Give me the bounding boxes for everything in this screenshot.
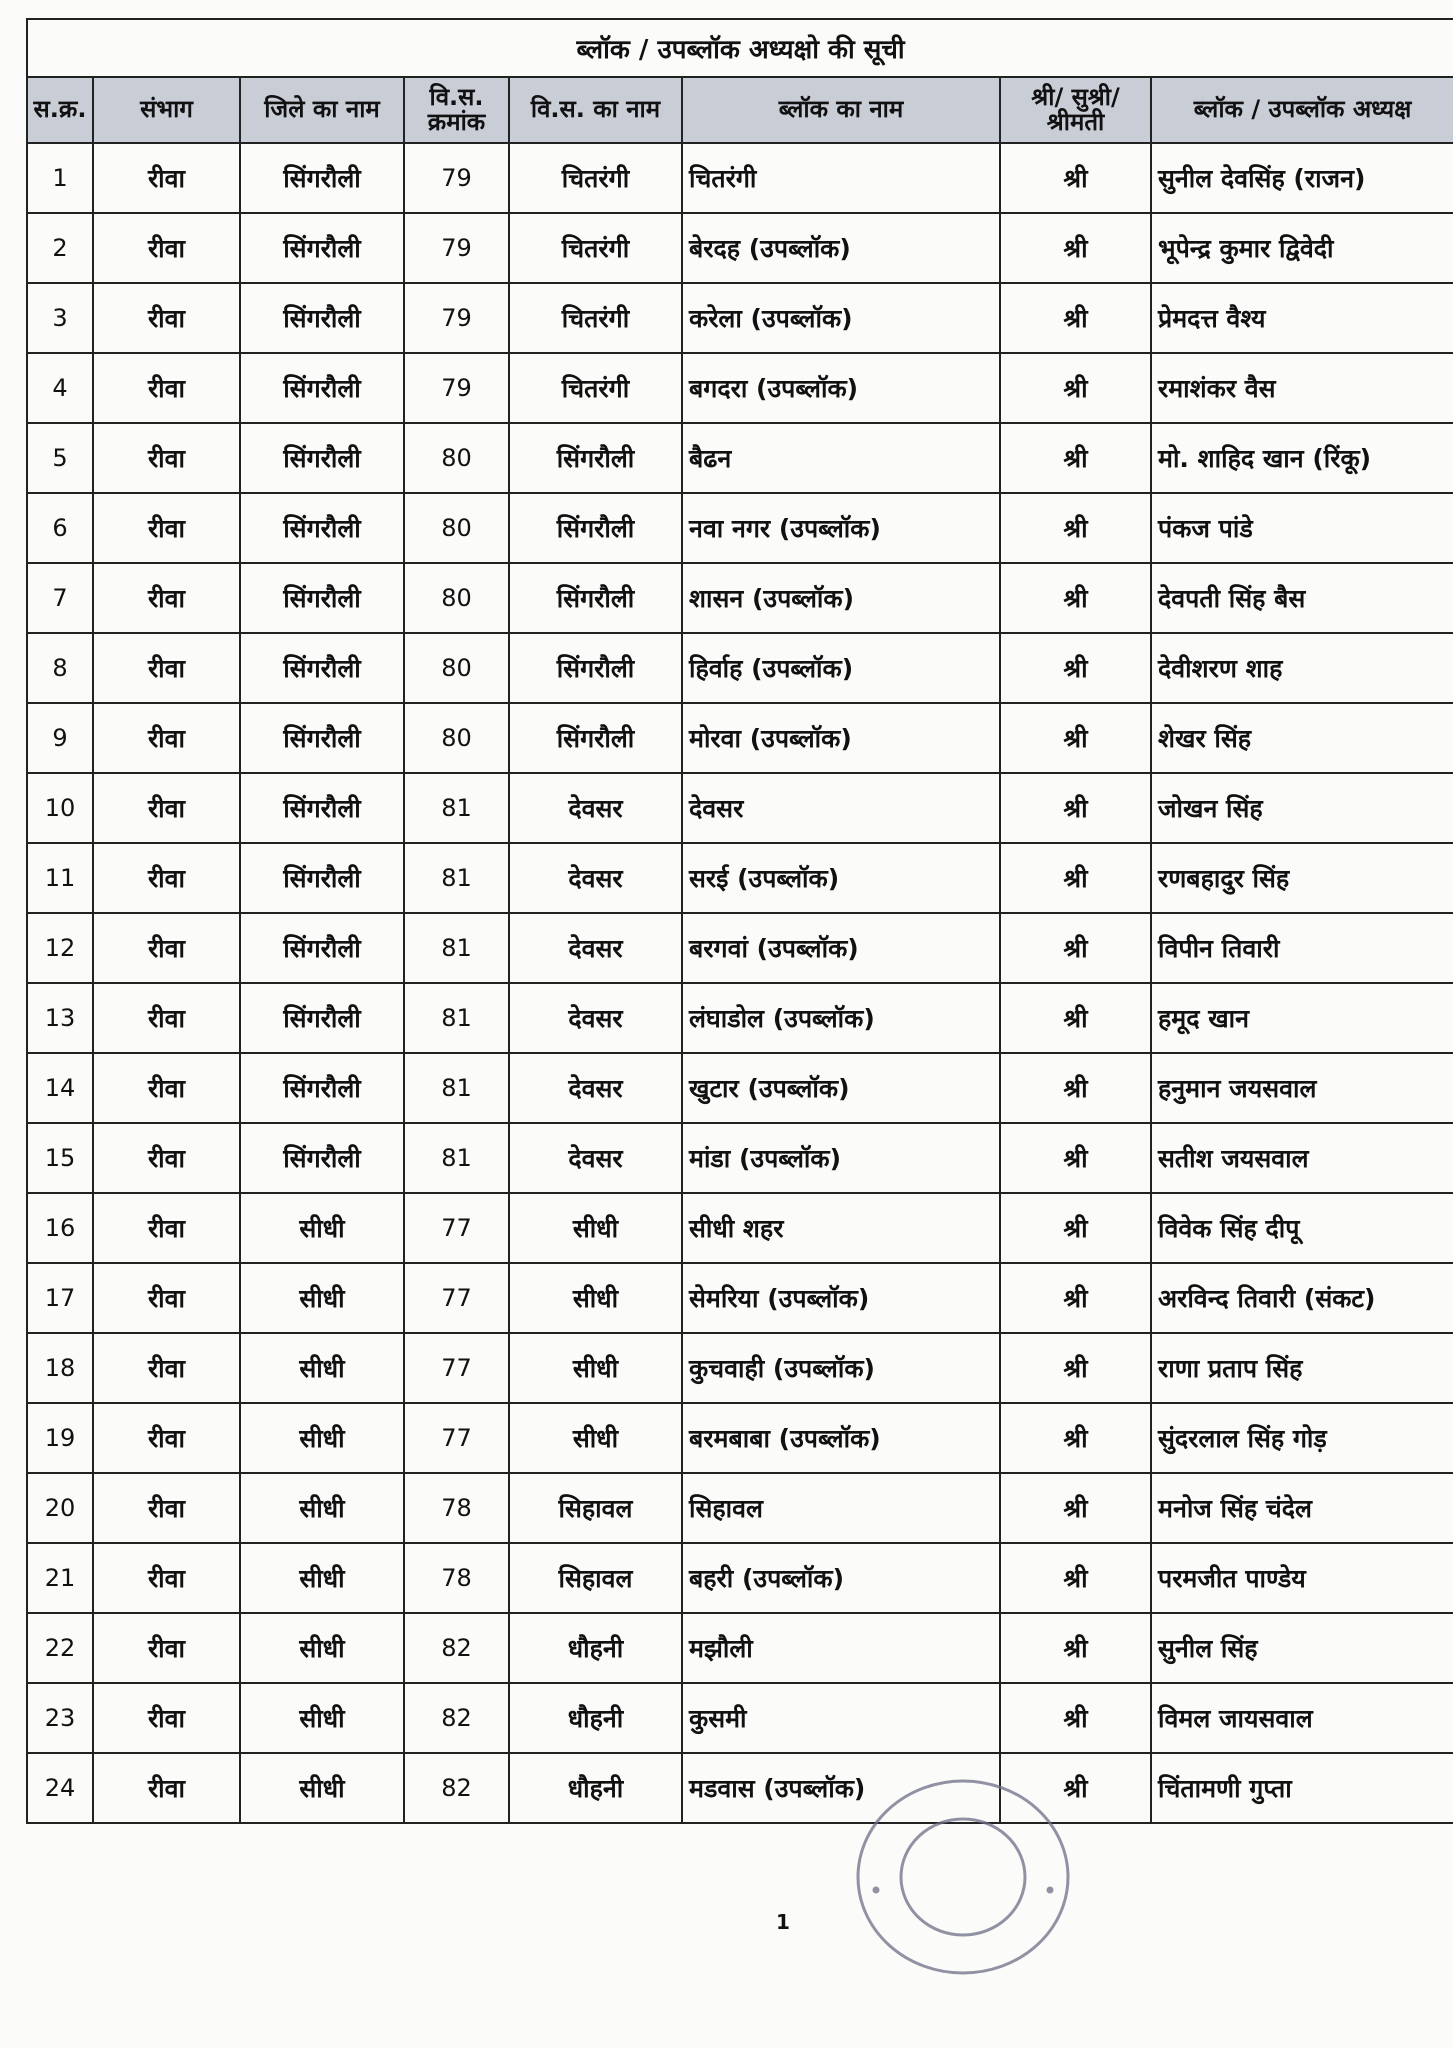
table-row: [27, 213, 1453, 283]
cell-block-president: देवपती सिंह बैस: [1151, 563, 1453, 633]
cell-assembly-name: देवसर: [509, 1123, 682, 1193]
cell-assembly-number: 79: [404, 213, 509, 283]
cell-serial-number: 16: [27, 1193, 93, 1263]
cell-assembly-number: 80: [404, 423, 509, 493]
cell-assembly-name: धौहनी: [509, 1683, 682, 1753]
party-seal-stamp: [848, 1772, 1078, 1982]
cell-serial-number: 20: [27, 1473, 93, 1543]
cell-assembly-number: 80: [404, 633, 509, 703]
cell-district-name: सीधी: [240, 1403, 404, 1473]
cell-assembly-name: सिंगरौली: [509, 703, 682, 773]
cell-assembly-name: देवसर: [509, 983, 682, 1053]
table-row: [27, 773, 1453, 843]
cell-division: रीवा: [93, 1683, 240, 1753]
cell-honorific: श्री: [1000, 1543, 1151, 1613]
cell-block-name: मझौली: [682, 1613, 1000, 1683]
column-header-assembly-name: वि.स. का नाम: [509, 77, 682, 143]
cell-district-name: सिंगरौली: [240, 703, 404, 773]
cell-division: रीवा: [93, 1053, 240, 1123]
cell-assembly-name: सिहावल: [509, 1543, 682, 1613]
cell-block-name: कुचवाही (उपब्लॉक): [682, 1333, 1000, 1403]
cell-block-name: करेला (उपब्लॉक): [682, 283, 1000, 353]
cell-division: रीवा: [93, 563, 240, 633]
cell-assembly-name: धौहनी: [509, 1753, 682, 1823]
cell-assembly-number: 81: [404, 1123, 509, 1193]
cell-assembly-name: सीधी: [509, 1193, 682, 1263]
table-row: [27, 983, 1453, 1053]
cell-district-name: सिंगरौली: [240, 493, 404, 563]
cell-district-name: सीधी: [240, 1473, 404, 1543]
cell-assembly-name: चितरंगी: [509, 353, 682, 423]
cell-assembly-number: 80: [404, 563, 509, 633]
cell-honorific: श्री: [1000, 563, 1151, 633]
cell-block-name: सीधी शहर: [682, 1193, 1000, 1263]
cell-serial-number: 22: [27, 1613, 93, 1683]
cell-serial-number: 12: [27, 913, 93, 983]
cell-block-president: देवीशरण शाह: [1151, 633, 1453, 703]
cell-serial-number: 10: [27, 773, 93, 843]
cell-division: रीवा: [93, 423, 240, 493]
cell-honorific: श्री: [1000, 1193, 1151, 1263]
cell-honorific: श्री: [1000, 1613, 1151, 1683]
cell-assembly-number: 77: [404, 1263, 509, 1333]
cell-honorific: श्री: [1000, 353, 1151, 423]
cell-division: रीवा: [93, 1543, 240, 1613]
table-row: [27, 493, 1453, 563]
cell-block-president: चिंतामणी गुप्ता: [1151, 1753, 1453, 1823]
table-row: [27, 913, 1453, 983]
column-header-district-name: जिले का नाम: [240, 77, 404, 143]
cell-assembly-name: चितरंगी: [509, 213, 682, 283]
cell-block-president: जोखन सिंह: [1151, 773, 1453, 843]
cell-honorific: श्री: [1000, 983, 1151, 1053]
cell-division: रीवा: [93, 633, 240, 703]
cell-assembly-number: 81: [404, 913, 509, 983]
cell-district-name: सीधी: [240, 1333, 404, 1403]
cell-block-president: अरविन्द तिवारी (संकट): [1151, 1263, 1453, 1333]
cell-division: रीवा: [93, 353, 240, 423]
cell-honorific: श्री: [1000, 283, 1151, 353]
cell-block-president: भूपेन्द्र कुमार द्विवेदी: [1151, 213, 1453, 283]
cell-serial-number: 5: [27, 423, 93, 493]
cell-block-name: बैढन: [682, 423, 1000, 493]
cell-block-name: मांडा (उपब्लॉक): [682, 1123, 1000, 1193]
cell-honorific: श्री: [1000, 213, 1151, 283]
document-title: ब्लॉक / उपब्लॉक अध्यक्षो की सूची: [27, 19, 1453, 77]
cell-assembly-name: देवसर: [509, 913, 682, 983]
cell-block-president: सुंदरलाल सिंह गोड़: [1151, 1403, 1453, 1473]
cell-honorific: श्री: [1000, 493, 1151, 563]
table-header-row: [27, 77, 1453, 143]
table-row: [27, 353, 1453, 423]
table-row: [27, 1193, 1453, 1263]
table-row: [27, 1753, 1453, 1823]
cell-block-name: कुसमी: [682, 1683, 1000, 1753]
cell-assembly-name: देवसर: [509, 1053, 682, 1123]
cell-assembly-number: 82: [404, 1683, 509, 1753]
cell-assembly-number: 81: [404, 843, 509, 913]
cell-district-name: सीधी: [240, 1543, 404, 1613]
cell-block-name: हिर्वाह (उपब्लॉक): [682, 633, 1000, 703]
table-body: [27, 143, 1453, 1823]
cell-block-president: सुनील सिंह: [1151, 1613, 1453, 1683]
cell-district-name: सिंगरौली: [240, 633, 404, 703]
cell-serial-number: 11: [27, 843, 93, 913]
cell-serial-number: 15: [27, 1123, 93, 1193]
cell-assembly-number: 81: [404, 983, 509, 1053]
cell-serial-number: 14: [27, 1053, 93, 1123]
table-row: [27, 1473, 1453, 1543]
cell-district-name: सिंगरौली: [240, 1053, 404, 1123]
cell-division: रीवा: [93, 1613, 240, 1683]
cell-block-name: मडवास (उपब्लॉक): [682, 1753, 1000, 1823]
cell-division: रीवा: [93, 1123, 240, 1193]
table-row: [27, 283, 1453, 353]
cell-block-president: राणा प्रताप सिंह: [1151, 1333, 1453, 1403]
cell-serial-number: 6: [27, 493, 93, 563]
cell-division: रीवा: [93, 1333, 240, 1403]
block-president-list-sheet: [26, 18, 1453, 1824]
cell-block-name: नवा नगर (उपब्लॉक): [682, 493, 1000, 563]
cell-block-president: विमल जायसवाल: [1151, 1683, 1453, 1753]
cell-division: रीवा: [93, 703, 240, 773]
cell-block-name: सरई (उपब्लॉक): [682, 843, 1000, 913]
cell-division: रीवा: [93, 283, 240, 353]
cell-assembly-number: 77: [404, 1403, 509, 1473]
cell-assembly-number: 78: [404, 1543, 509, 1613]
cell-block-president: रमाशंकर वैस: [1151, 353, 1453, 423]
cell-division: रीवा: [93, 493, 240, 563]
cell-block-president: विपीन तिवारी: [1151, 913, 1453, 983]
table-row: [27, 1543, 1453, 1613]
cell-block-president: हनुमान जयसवाल: [1151, 1053, 1453, 1123]
column-header-division: संभाग: [93, 77, 240, 143]
cell-block-president: सुनील देवसिंह (राजन): [1151, 143, 1453, 213]
cell-assembly-number: 80: [404, 703, 509, 773]
cell-assembly-name: सीधी: [509, 1403, 682, 1473]
cell-serial-number: 21: [27, 1543, 93, 1613]
cell-assembly-number: 79: [404, 353, 509, 423]
cell-honorific: श्री: [1000, 703, 1151, 773]
cell-division: रीवा: [93, 1403, 240, 1473]
cell-block-name: शासन (उपब्लॉक): [682, 563, 1000, 633]
cell-honorific: श्री: [1000, 913, 1151, 983]
cell-block-president: हमूद खान: [1151, 983, 1453, 1053]
column-header-block-president: ब्लॉक / उपब्लॉक अध्यक्ष: [1151, 77, 1453, 143]
cell-division: रीवा: [93, 913, 240, 983]
cell-division: रीवा: [93, 1473, 240, 1543]
cell-block-name: लंघाडोल (उपब्लॉक): [682, 983, 1000, 1053]
cell-district-name: सीधी: [240, 1263, 404, 1333]
cell-honorific: श्री: [1000, 1683, 1151, 1753]
table-row: [27, 563, 1453, 633]
cell-assembly-number: 80: [404, 493, 509, 563]
cell-block-president: मो. शाहिद खान (रिंकू): [1151, 423, 1453, 493]
table-row: [27, 143, 1453, 213]
table-row: [27, 1613, 1453, 1683]
cell-block-name: बरमबाबा (उपब्लॉक): [682, 1403, 1000, 1473]
cell-honorific: श्री: [1000, 1263, 1151, 1333]
table-row: [27, 1123, 1453, 1193]
cell-assembly-number: 79: [404, 143, 509, 213]
cell-assembly-number: 81: [404, 773, 509, 843]
cell-assembly-name: सिहावल: [509, 1473, 682, 1543]
cell-assembly-number: 77: [404, 1193, 509, 1263]
cell-assembly-name: धौहनी: [509, 1613, 682, 1683]
table-row: [27, 1683, 1453, 1753]
cell-serial-number: 4: [27, 353, 93, 423]
column-header-block-name: ब्लॉक का नाम: [682, 77, 1000, 143]
cell-division: रीवा: [93, 213, 240, 283]
table-row: [27, 633, 1453, 703]
cell-block-president: प्रेमदत्त वैश्य: [1151, 283, 1453, 353]
cell-assembly-name: सीधी: [509, 1263, 682, 1333]
cell-district-name: सिंगरौली: [240, 213, 404, 283]
cell-block-name: सेमरिया (उपब्लॉक): [682, 1263, 1000, 1333]
cell-block-name: बगदरा (उपब्लॉक): [682, 353, 1000, 423]
cell-assembly-number: 82: [404, 1613, 509, 1683]
cell-district-name: सिंगरौली: [240, 353, 404, 423]
cell-assembly-number: 82: [404, 1753, 509, 1823]
cell-serial-number: 17: [27, 1263, 93, 1333]
cell-division: रीवा: [93, 143, 240, 213]
cell-serial-number: 1: [27, 143, 93, 213]
cell-district-name: सिंगरौली: [240, 283, 404, 353]
cell-district-name: सिंगरौली: [240, 423, 404, 493]
column-header-honorific: श्री/ सुश्री/ श्रीमती: [1000, 77, 1151, 143]
cell-assembly-name: सिंगरौली: [509, 633, 682, 703]
cell-block-president: रणबहादुर सिंह: [1151, 843, 1453, 913]
cell-block-name: मोरवा (उपब्लॉक): [682, 703, 1000, 773]
table-row: [27, 1263, 1453, 1333]
cell-block-president: परमजीत पाण्डेय: [1151, 1543, 1453, 1613]
cell-honorific: श्री: [1000, 1753, 1151, 1823]
cell-serial-number: 3: [27, 283, 93, 353]
cell-district-name: सीधी: [240, 1753, 404, 1823]
cell-honorific: श्री: [1000, 143, 1151, 213]
block-president-table: [26, 18, 1453, 1824]
cell-assembly-name: देवसर: [509, 843, 682, 913]
cell-division: रीवा: [93, 983, 240, 1053]
cell-block-name: बरगवां (उपब्लॉक): [682, 913, 1000, 983]
cell-serial-number: 23: [27, 1683, 93, 1753]
cell-serial-number: 2: [27, 213, 93, 283]
column-header-assembly-number: वि.स. क्रमांक: [404, 77, 509, 143]
cell-block-president: विवेक सिंह दीपू: [1151, 1193, 1453, 1263]
cell-honorific: श्री: [1000, 1403, 1151, 1473]
cell-block-president: शेखर सिंह: [1151, 703, 1453, 773]
cell-assembly-name: सीधी: [509, 1333, 682, 1403]
cell-honorific: श्री: [1000, 423, 1151, 493]
cell-block-president: सतीश जयसवाल: [1151, 1123, 1453, 1193]
cell-serial-number: 19: [27, 1403, 93, 1473]
cell-serial-number: 8: [27, 633, 93, 703]
cell-district-name: सिंगरौली: [240, 913, 404, 983]
cell-block-name: सिहावल: [682, 1473, 1000, 1543]
table-row: [27, 1333, 1453, 1403]
cell-assembly-name: सिंगरौली: [509, 563, 682, 633]
cell-honorific: श्री: [1000, 773, 1151, 843]
cell-serial-number: 13: [27, 983, 93, 1053]
cell-district-name: सिंगरौली: [240, 983, 404, 1053]
cell-block-name: चितरंगी: [682, 143, 1000, 213]
cell-assembly-name: सिंगरौली: [509, 493, 682, 563]
table-row: [27, 1053, 1453, 1123]
cell-serial-number: 7: [27, 563, 93, 633]
cell-block-name: बेरदह (उपब्लॉक): [682, 213, 1000, 283]
cell-block-name: देवसर: [682, 773, 1000, 843]
cell-district-name: सीधी: [240, 1613, 404, 1683]
cell-honorific: श्री: [1000, 843, 1151, 913]
cell-division: रीवा: [93, 1263, 240, 1333]
cell-assembly-name: देवसर: [509, 773, 682, 843]
cell-block-name: बहरी (उपब्लॉक): [682, 1543, 1000, 1613]
cell-serial-number: 9: [27, 703, 93, 773]
cell-division: रीवा: [93, 773, 240, 843]
cell-district-name: सीधी: [240, 1683, 404, 1753]
cell-division: रीवा: [93, 1753, 240, 1823]
cell-district-name: सीधी: [240, 1193, 404, 1263]
cell-district-name: सिंगरौली: [240, 773, 404, 843]
cell-assembly-number: 78: [404, 1473, 509, 1543]
cell-assembly-name: सिंगरौली: [509, 423, 682, 493]
cell-district-name: सिंगरौली: [240, 843, 404, 913]
cell-block-name: खुटार (उपब्लॉक): [682, 1053, 1000, 1123]
table-row: [27, 703, 1453, 773]
cell-district-name: सिंगरौली: [240, 563, 404, 633]
table-row: [27, 843, 1453, 913]
cell-serial-number: 24: [27, 1753, 93, 1823]
cell-honorific: श्री: [1000, 633, 1151, 703]
cell-block-president: मनोज सिंह चंदेल: [1151, 1473, 1453, 1543]
cell-block-president: पंकज पांडे: [1151, 493, 1453, 563]
cell-assembly-name: चितरंगी: [509, 143, 682, 213]
cell-assembly-name: चितरंगी: [509, 283, 682, 353]
page-number: 1: [776, 1910, 790, 1934]
cell-honorific: श्री: [1000, 1333, 1151, 1403]
cell-assembly-number: 81: [404, 1053, 509, 1123]
table-row: [27, 1403, 1453, 1473]
cell-district-name: सिंगरौली: [240, 1123, 404, 1193]
cell-division: रीवा: [93, 1193, 240, 1263]
cell-honorific: श्री: [1000, 1053, 1151, 1123]
cell-assembly-number: 77: [404, 1333, 509, 1403]
cell-honorific: श्री: [1000, 1123, 1151, 1193]
cell-assembly-number: 79: [404, 283, 509, 353]
column-header-serial-number: स.क्र.: [27, 77, 93, 143]
table-row: [27, 423, 1453, 493]
cell-district-name: सिंगरौली: [240, 143, 404, 213]
cell-serial-number: 18: [27, 1333, 93, 1403]
cell-division: रीवा: [93, 843, 240, 913]
cell-honorific: श्री: [1000, 1473, 1151, 1543]
